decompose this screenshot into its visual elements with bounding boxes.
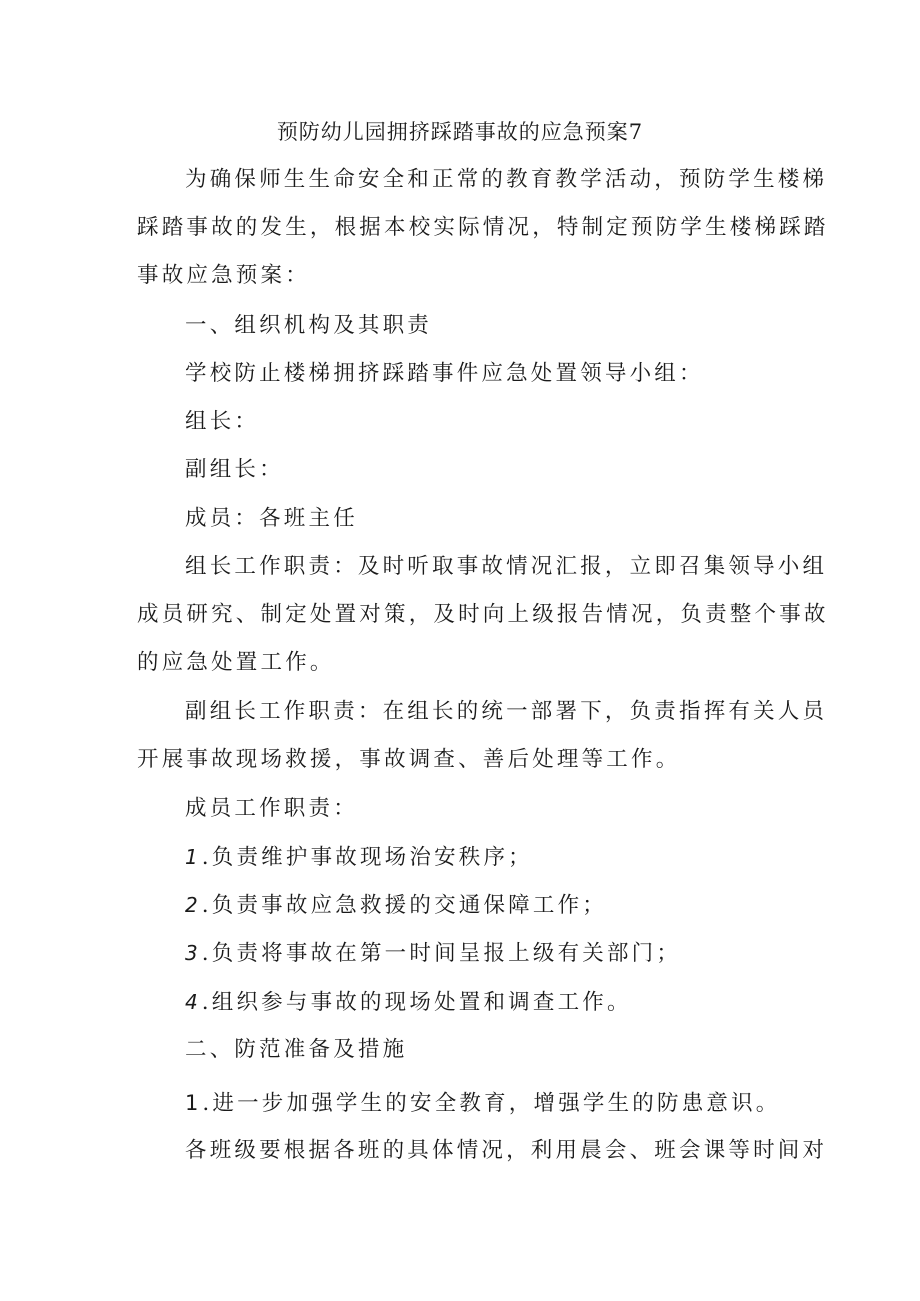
paragraph-line: 各班级要根据各班的具体情况，利用晨会、班会课等时间对: [185, 1138, 828, 1163]
list-item: [185, 889, 607, 922]
section-heading: 二、防范准备及措施: [185, 1037, 408, 1062]
paragraph-line: 踩踏事故的发生，根据本校实际情况，特制定预防学生楼梯踩踏: [137, 215, 829, 240]
list-text: .负责维护事故现场治安秩序；: [201, 845, 533, 870]
document-title: 预防幼儿园拥挤踩踏事故的应急预案7: [276, 120, 644, 144]
paragraph-line: 成员工作职责：: [185, 796, 358, 821]
paragraph-line: 成员：各班主任: [185, 506, 358, 531]
list-item: [185, 986, 632, 1019]
list-number: 1: [185, 1091, 203, 1115]
paragraph-line: 学校防止楼梯拥挤踩踏事件应急处置领导小组：: [185, 361, 704, 386]
list-item: [185, 937, 681, 970]
paragraph-line: 组长工作职责：及时听取事故情况汇报，立即召集领导小组: [185, 554, 828, 579]
paragraph-line: 为确保师生生命安全和正常的教育教学活动，预防学生楼梯: [185, 167, 828, 192]
paragraph-line: 事故应急预案：: [137, 263, 310, 288]
section-heading: 一、组织机构及其职责: [185, 313, 433, 338]
list-number: 1: [185, 845, 202, 869]
paragraph-line: 的应急处置工作。: [137, 650, 335, 675]
list-text: .进一步加强学生的安全教育，增强学生的防患意识。: [202, 1091, 781, 1116]
list-item: [185, 1087, 781, 1120]
list-item: [185, 841, 533, 874]
list-number: 2: [185, 893, 202, 917]
paragraph-line: 开展事故现场救援，事故调查、善后处理等工作。: [137, 747, 681, 772]
list-text: .负责将事故在第一时间呈报上级有关部门；: [201, 941, 682, 966]
list-number: 3: [185, 941, 202, 965]
paragraph-line: 组长：: [185, 409, 260, 434]
list-number: 4: [185, 990, 202, 1014]
list-text: .负责事故应急救援的交通保障工作；: [201, 893, 607, 918]
paragraph-line: 副组长工作职责：在组长的统一部署下，负责指挥有关人员: [185, 699, 828, 724]
paragraph-line: 副组长：: [185, 457, 284, 482]
paragraph-line: 成员研究、制定处置对策，及时向上级报告情况，负责整个事故: [137, 602, 829, 627]
list-text: .组织参与事故的现场处置和调查工作。: [201, 990, 632, 1015]
